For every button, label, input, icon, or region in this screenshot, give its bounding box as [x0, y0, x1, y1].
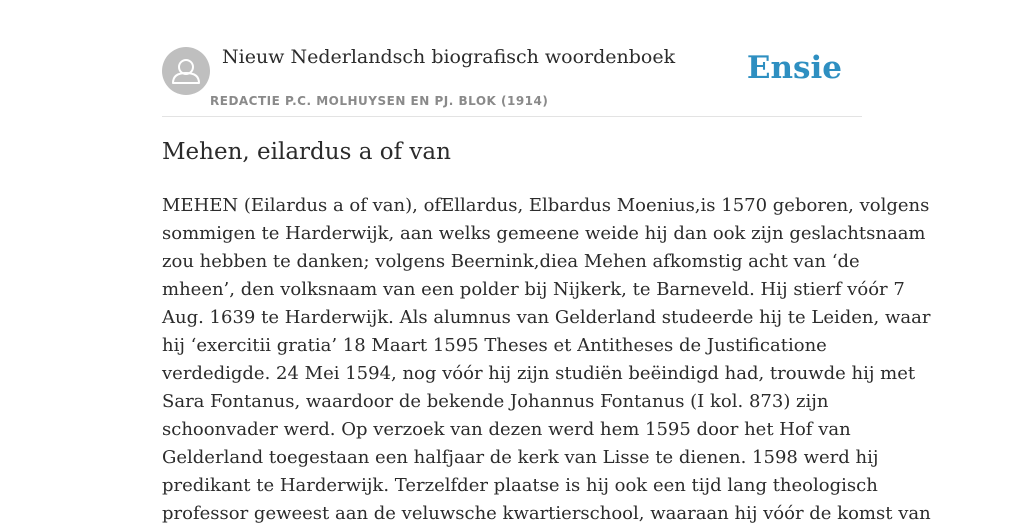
body-line: MEHEN (Eilardus a of van), ofEllardus, Elbardus Moenius,is 1570 geboren, volgens — [162, 195, 930, 216]
body-line: predikant te Harderwijk. Terzelfder plaatse is hij ook een tijd lang theologisch — [162, 475, 878, 496]
entry-body — [162, 192, 931, 528]
body-line: schoonvader werd. Op verzoek van dezen werd hem 1595 door het Hof van — [162, 419, 851, 440]
page-header — [162, 44, 862, 117]
body-line: sommigen te Harderwijk, aan welks gemeene weide hij dan ook zijn geslachtsnaam — [162, 223, 926, 244]
body-line: mheen’, den volksnaam van een polder bij Nijkerk, te Barneveld. Hij stierf vóór 7 — [162, 279, 905, 300]
body-line: Gelderland toegestaan een halfjaar de kerk van Lisse te dienen. 1598 werd hij — [162, 447, 879, 468]
entry-title: Mehen, eilardus a of van — [162, 139, 451, 165]
body-line: zou hebben te danken; volgens Beernink,diea Mehen afkomstig acht van ‘de — [162, 251, 860, 272]
book-title[interactable]: Nieuw Nederlandsch biografisch woordenboek — [222, 46, 676, 68]
brand-logo[interactable]: Ensie — [746, 50, 842, 86]
book-subtitle: REDACTIE P.C. MOLHUYSEN EN PJ. BLOK (1914) — [210, 94, 549, 108]
body-line: professor geweest aan de veluwsche kwartierschool, waaraan hij vóór de komst van — [162, 503, 931, 524]
user-avatar-icon[interactable] — [162, 47, 210, 95]
body-line: Aug. 1639 te Harderwijk. Als alumnus van Gelderland studeerde hij te Leiden, waar — [162, 307, 931, 328]
body-line: hij ‘exercitii gratia’ 18 Maart 1595 Theses et Antitheses de Justificatione — [162, 335, 827, 356]
body-line: Sara Fontanus, waardoor de bekende Johannus Fontanus (I kol. 873) zijn — [162, 391, 829, 412]
body-line: verdedigde. 24 Mei 1594, nog vóór hij zijn studiën beëindigd had, trouwde hij met — [162, 363, 916, 384]
